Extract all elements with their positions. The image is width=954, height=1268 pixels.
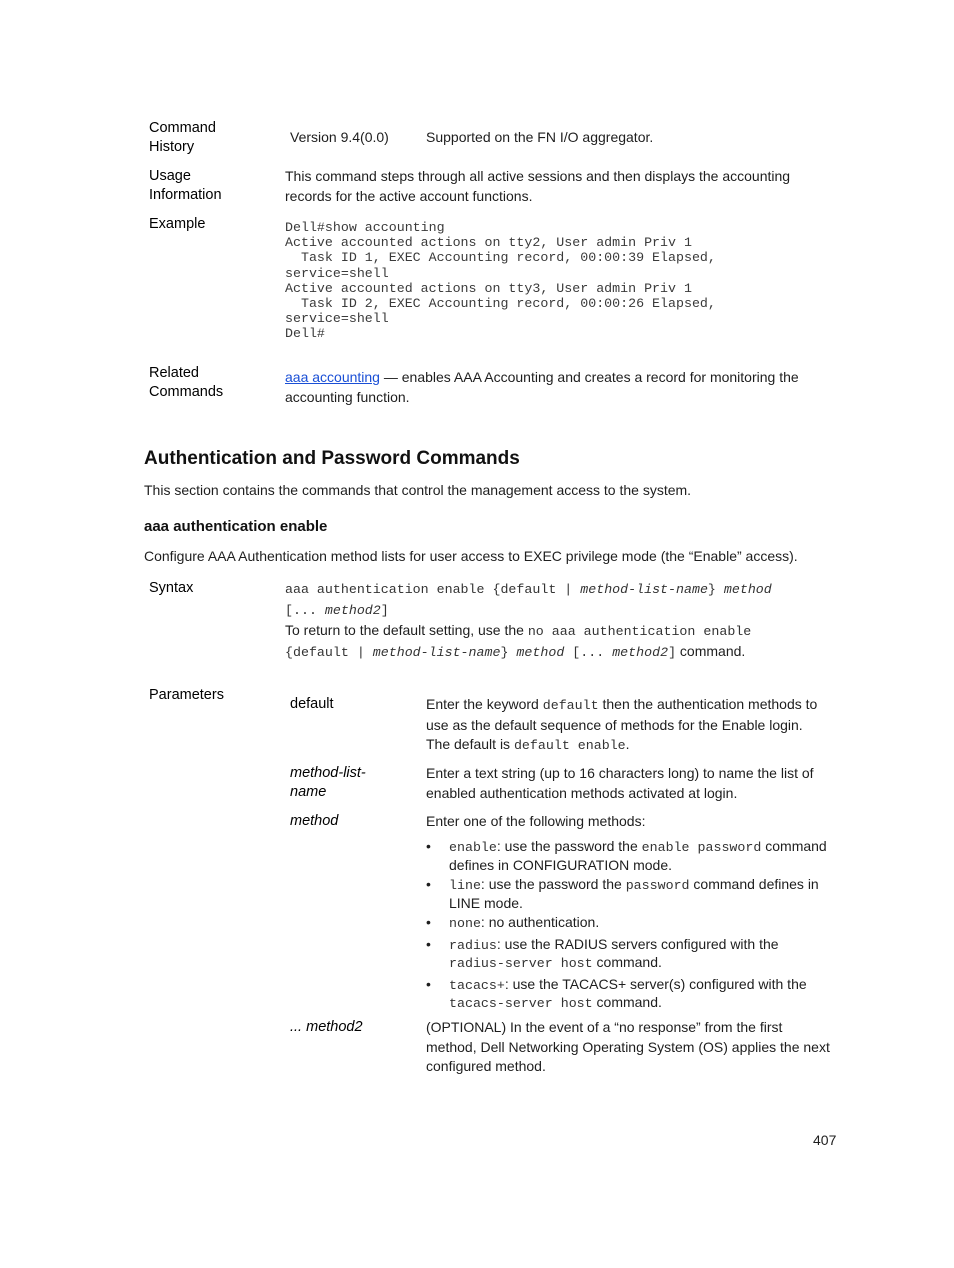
param-text: then the authentication methods to use as the default sequence of methods for the Enable login. The default is xyxy=(426,696,818,752)
param-method2-text: (OPTIONAL) In the event of a “no response” from the first method, Dell Networking Operating System (OS) applies the next configured method. xyxy=(426,1019,830,1074)
return-code: method2 xyxy=(612,644,669,660)
method-item-enable: • enable: use the password the enable password command defines in CONFIGURATION mode. xyxy=(426,838,827,873)
usage-information-label: Usage Information xyxy=(149,168,222,203)
page-number: 407 xyxy=(813,1132,837,1148)
example-label: Example xyxy=(149,216,206,232)
return-text: command. xyxy=(676,642,746,659)
method-item-none: • none: no authentication. xyxy=(426,914,600,931)
history-version: Version 9.4(0.0) xyxy=(290,129,389,145)
param-code: default xyxy=(542,698,599,713)
command-title: aaa authentication enable xyxy=(144,518,328,535)
return-code: {default | xyxy=(285,644,373,660)
syntax-part: } xyxy=(707,582,724,597)
return-code: method-list-name xyxy=(372,644,501,660)
param-method2-name: ... method2 xyxy=(290,1019,363,1035)
syntax-part: method2 xyxy=(324,602,381,618)
section-intro: This section contains the commands that control the management access to the system. xyxy=(144,482,692,498)
command-history-label: Command History xyxy=(149,120,216,155)
return-text: To return to the default setting, use the xyxy=(285,622,528,638)
method-item-tacacs: • tacacs+: use the TACACS+ server(s) configured with the tacacs-server host command. xyxy=(426,975,807,1011)
method-item-radius: • radius: use the RADIUS servers configured with the radius-server host command. xyxy=(426,935,779,971)
param-method-name: method xyxy=(290,813,339,829)
section-title: Authentication and Password Commands xyxy=(144,448,520,469)
syntax-return-text xyxy=(285,621,841,662)
aaa-accounting-link[interactable]: aaa accounting xyxy=(285,369,380,385)
return-code: method xyxy=(516,644,565,660)
method-item-line: • line: use the password the password command defines in LINE mode. xyxy=(426,876,819,911)
syntax-part: ] xyxy=(380,602,389,618)
param-text: . xyxy=(625,736,630,752)
related-commands-label: Related Commands xyxy=(149,365,224,400)
return-code: ] xyxy=(668,644,677,660)
syntax-part: [... xyxy=(285,602,325,618)
param-method-list-name-text: Enter a text string (up to 16 characters long) to name the list of enabled authentication methods activated at login. xyxy=(426,765,814,801)
history-description: Supported on the FN I/O aggregator. xyxy=(426,129,654,145)
syntax-label: Syntax xyxy=(149,580,194,596)
command-description: Configure AAA Authentication method lists for user access to EXEC privilege mode (the “Enable” access). xyxy=(144,548,798,564)
parameters-label: Parameters xyxy=(149,687,224,703)
syntax-part: method xyxy=(723,582,772,597)
return-code: no aaa authentication enable xyxy=(527,624,752,639)
param-text: Enter the keyword xyxy=(426,696,543,712)
param-default-name: default xyxy=(290,696,334,712)
return-code: [... xyxy=(564,644,613,660)
return-code: } xyxy=(500,644,517,660)
param-default-text xyxy=(426,695,826,756)
syntax-part: aaa authentication enable {default | xyxy=(285,582,581,597)
related-text xyxy=(285,368,841,407)
example-code: Dell#show accounting Active accounted actions on tty2, User admin Priv 1 Task ID 1, EXEC Accounting record, 00:00:39 Elapsed, service=shell Active accounted actions on tty3, User admin Priv 1 Task ID 2, EXEC Accounting record, 00:00:26 Elapsed, service=shell Dell# xyxy=(285,220,716,342)
param-method-intro: Enter one of the following methods: xyxy=(426,813,646,829)
usage-text: This command steps through all active sessions and then displays the accounting records for the active account functions. xyxy=(285,168,791,204)
method-list xyxy=(426,838,834,1016)
param-method-list-name-name: method-list- name xyxy=(290,765,366,800)
syntax-code xyxy=(285,579,835,620)
related-description: — enables AAA Accounting and creates a record for monitoring the accounting function. xyxy=(285,369,799,405)
syntax-part: method-list-name xyxy=(580,582,708,597)
param-code: default enable xyxy=(513,738,626,753)
